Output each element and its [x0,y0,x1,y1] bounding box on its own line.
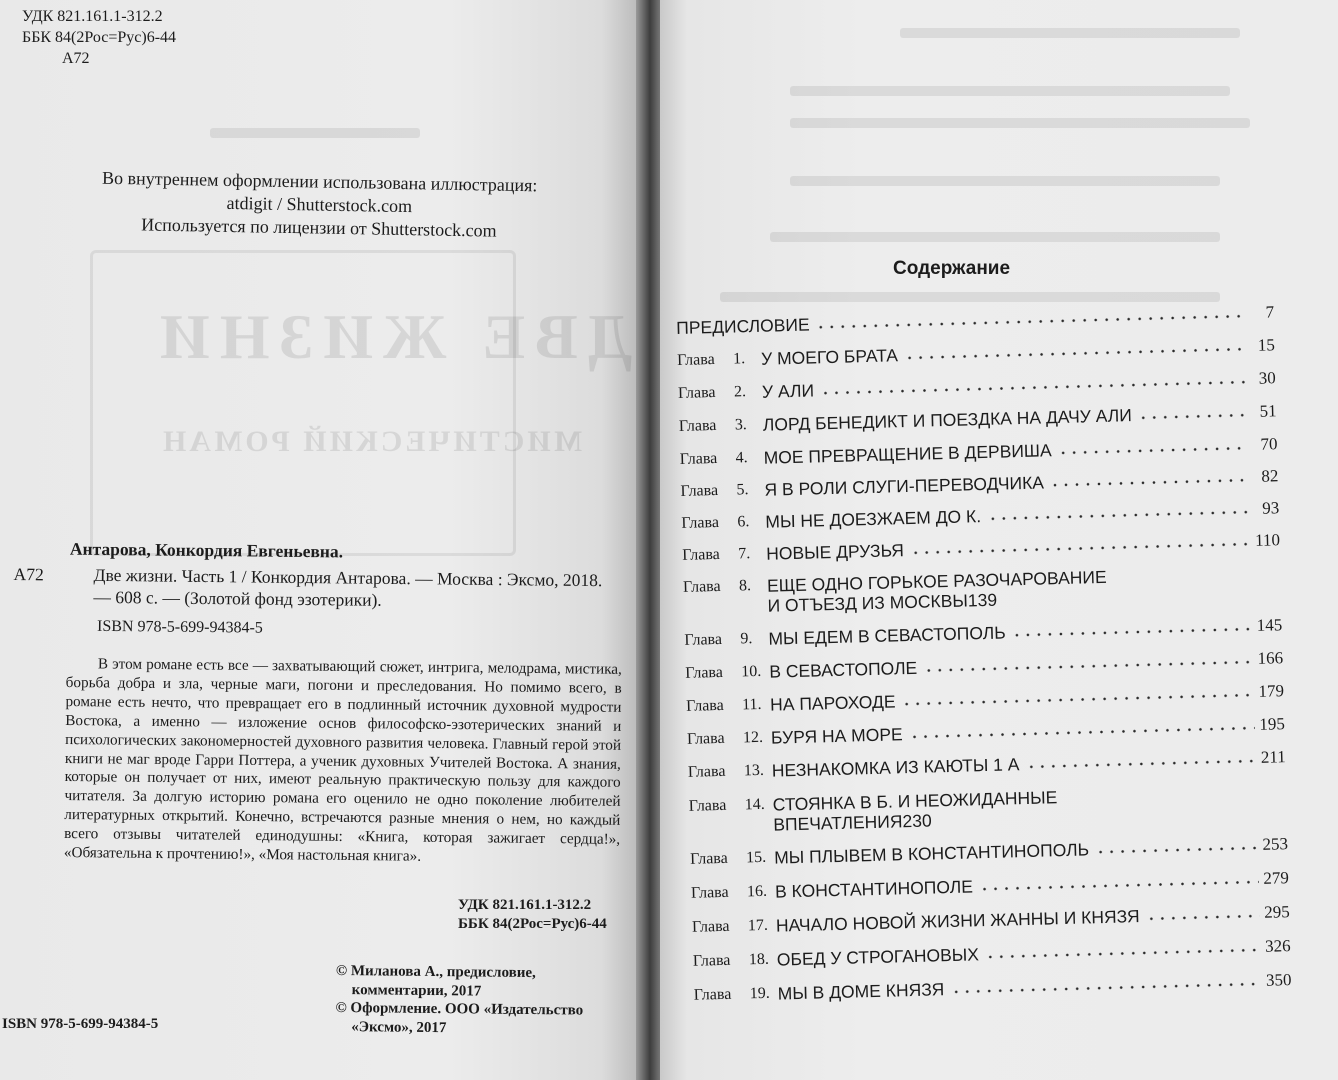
toc-entry-title: ЕЩЕ ОДНО ГОРЬКОЕ РАЗОЧАРОВАНИЕ [766,566,1107,596]
illustration-line-1: Во внутреннем оформлении использована иллюстрация: [101,167,538,196]
toc-entry-label: Глава [689,849,728,868]
toc-entry [686,681,1284,717]
udk-block [22,6,176,69]
toc-entry-page: 350 [1265,970,1292,990]
toc-entry-number: 5. [736,481,749,499]
toc-entry-page: 253 [1262,834,1289,854]
toc-leader-dots [910,542,1250,555]
toc-entry-page: 326 [1264,936,1291,956]
toc-entry-title: БУРЯ НА МОРЕ [770,724,903,748]
toc-entry-label: Глава [677,383,716,402]
toc-entry-number: 13. [743,761,765,780]
toc-leader-dots [1025,759,1255,769]
toc-title: Содержание [893,258,1011,279]
author-name: Антарова, Конкордия Евгеньевна. [69,538,344,562]
toc-entry-title: ОБЕД У СТРОГАНОВЫХ [776,944,980,970]
toc-entry-title: У МОЕГО БРАТА [760,345,899,369]
toc-entry-title: ПРЕДИСЛОВИЕ [676,314,810,338]
toc-entry-number: 14. [744,795,765,814]
toc-entry [693,936,1291,972]
toc-entry-title: ЛОРД БЕНЕДИКТ И ПОЕЗДКА НА ДАЧУ АЛИ [762,405,1133,435]
toc-entry-number: 8. [738,577,752,595]
toc-entry-title: СТОЯНКА В Б. И НЕОЖИДАННЫЕ [772,787,1058,815]
toc-leader-dots [1012,627,1253,637]
illustration-line-3: Используется по лицензии от Shutterstock.com [141,214,497,241]
copyright-line-2: © Оформление. ООО «Издательство [335,999,584,1019]
toc-entry-label: Глава [681,513,720,532]
toc-entry [679,401,1277,437]
toc-entry-title: У АЛИ [761,380,815,402]
toc-entry-label: Глава [691,917,730,936]
copyright-line-1b: комментарии, 2017 [351,981,482,1000]
toc-entry-title-cont: ВПЕЧАТЛЕНИЯ [773,811,903,835]
toc-entry-title: В КОНСТАНТИНОПОЛЕ [774,876,974,902]
toc-entry [678,368,1276,404]
bleed-through-line [770,232,1220,242]
toc-entry [677,335,1275,371]
toc-entry [682,530,1280,566]
toc-entry [685,648,1283,684]
toc-leader-dots [979,880,1259,891]
left-page [0,0,640,1080]
bleed-through-title: ДВЕ ЖИЗНИ [150,301,632,372]
toc-leader-dots [816,314,1245,329]
toc-entry-page: 93 [1261,498,1280,518]
toc-entry-label: Глава [685,696,724,715]
toc-entry-label: Глава [688,796,727,815]
toc-entry-page: 30 [1258,368,1277,388]
toc-entry-number: 6. [737,513,750,531]
toc-leader-dots [1050,478,1249,487]
toc-entry [689,781,1288,837]
toc-entry [687,714,1285,750]
bleed-through-line [790,118,1250,128]
bleed-through-line [790,176,1220,186]
toc-entry-page: 211 [1260,747,1286,767]
bleed-through-line [790,86,1230,96]
copyright-line-2b: «Эксмо», 2017 [351,1018,447,1036]
author-mark: А72 [62,50,90,67]
toc-entry-number: 12. [742,728,764,747]
bbk-bold: ББК 84(2Рос=Рус)6-44 [458,916,607,932]
toc-entry-label: Глава [687,762,726,781]
bleed-through-line [900,28,1240,38]
annotation-text: В этом романе есть все — захватывающий сюжет, интрига, мелодрама, мистика, борьба добра и зла, черные маги, погони и преследования. Но помимо всего, в романе есть нечто, что превращает его в подлинный источник духовной мудрости Востока, а именно — изложение основ философско-эзотерических знаний и психологических закономерностей духовного развития человека. Главный герой этой книги не маг вроде Гарри Поттера, а ученик духовных Учителей Востока. А знания, которые он получает от них, имеют реальную практическую пользу для каждого читателя. За долгую историю романа его оценило не одно поколение любителей литературных открытий. Конечно, встречаются разные мнения о нем, но каждый всего отзывы читателей единодушны: «Книга, которая зажигает сердца!», «Обязательна к прочтению!», «Моя настольная книга». [63,655,622,865]
toc-entry-title: НАЧАЛО НОВОЙ ЖИЗНИ ЖАННЫ И КНЯЗЯ [775,906,1140,936]
toc-leader-dots [904,347,1245,360]
copyright-line-1: © Миланова А., предисловие, [335,962,536,982]
toc-entry-title: В СЕВАСТОПОЛЕ [769,657,918,682]
toc-entry-label: Глава [679,449,718,468]
toc-entry [679,434,1277,470]
toc-entry-title-cont: И ОТЪЕЗД ИЗ МОСКВЫ [767,590,969,616]
toc-entry-number: 3. [734,416,748,434]
toc-entry-page: 82 [1261,466,1279,486]
toc-entry [680,466,1278,502]
toc-entry-title: МЫ ПЛЫВЕМ В КОНСТАНТИНОПОЛЬ [773,839,1090,868]
table-of-contents [676,302,1292,1005]
toc-entry-number: 1. [732,350,746,368]
toc-entry-title: МОЕ ПРЕВРАЩЕНИЕ В ДЕРВИША [763,440,1052,468]
illustration-note [59,166,580,244]
illustration-line-2: atdigit / Shutterstock.com [226,192,413,217]
toc-entry [681,498,1279,534]
toc-entry [692,902,1290,938]
udk-bold: УДК 821.161.1-312.2 [458,897,592,913]
toc-entry-title: МЫ ЕДЕМ В СЕВАСТОПОЛЬ [768,622,1006,649]
toc-entry-page: 139 [967,589,998,611]
classification-bold [458,896,607,934]
toc-entry-label: Глава [692,951,731,970]
toc-entry-page: 145 [1256,615,1283,635]
bleed-through-frame [90,250,516,556]
toc-entry-page: 295 [1264,902,1290,922]
biblio-description: Две жизни. Часть 1 / Конкордия Антарова. — Москва : Эксмо, 2018. — 608 с. — (Золотой фонд эзотерики). [93,564,603,610]
toc-entry-label: Глава [681,545,721,564]
toc-entry-number: 17. [747,916,769,935]
toc-entry-label: Глава [693,985,732,1004]
toc-entry-title: МЫ НЕ ДОЕЗЖАЕМ ДО К. [765,506,982,532]
toc-entry-label: Глава [680,481,719,500]
toc-leader-dots [902,693,1255,706]
isbn-bottom: ISBN 978-5-699-94384-5 [2,1016,159,1032]
toc-leader-dots [1095,846,1258,854]
toc-entry-number: 2. [733,383,747,401]
biblio-code: А72 [13,563,44,585]
toc-leader-dots [909,726,1255,739]
bleed-through-subtitle: МИСТИЧЕСКИЙ РОМАН [160,425,583,458]
toc-leader-dots [1138,413,1247,420]
toc-entry-title: НА ПАРОХОДЕ [769,691,896,715]
udk-code: УДК 821.161.1-312.2 [22,8,163,25]
toc-entry-number: 4. [735,449,748,467]
toc-entry-page: 110 [1254,530,1281,550]
toc-entry-page: 166 [1257,648,1284,668]
toc-entry-page: 195 [1259,714,1286,734]
toc-entry-number: 19. [749,984,770,1003]
toc-entry-title: НЕЗНАКОМКА ИЗ КАЮТЫ 1 А [771,754,1020,781]
toc-leader-dots [985,948,1261,959]
isbn: ISBN 978-5-699-94384-5 [96,617,263,637]
toc-entry-number: 16. [746,882,768,901]
toc-entry-label: Глава [685,663,724,682]
copyright-block [335,962,636,1039]
toc-entry-title: НОВЫЕ ДРУЗЬЯ [765,540,905,564]
toc-entry-label: Глава [678,416,717,435]
toc-entry-title: МЫ В ДОМЕ КНЯЗЯ [777,979,945,1004]
bleed-through-line [210,128,420,138]
toc-entry-number: 18. [748,950,770,969]
toc-entry [684,615,1282,651]
bibliographic-record [13,538,624,641]
toc-entry-page: 7 [1265,302,1275,322]
toc-leader-dots [1058,446,1248,455]
toc-entry [691,868,1289,904]
toc-entry-number: 11. [741,695,762,714]
toc-entry-page: 279 [1263,868,1290,888]
toc-entry [683,562,1282,618]
toc-entry-number: 7. [737,545,751,563]
toc-entry-label: Глава [676,351,715,369]
toc-entry [688,747,1286,783]
bbk-code: ББК 84(2Рос=Рус)6-44 [22,29,177,46]
toc-leader-dots [987,510,1249,521]
toc-entry-number: 9. [740,630,753,648]
toc-entry [690,834,1288,870]
toc-entry-label: Глава [690,883,729,902]
toc-entry-label: Глава [686,729,725,748]
toc-entry-number: 10. [741,662,762,681]
toc-entry-title: Я В РОЛИ СЛУГИ-ПЕРЕВОДЧИКА [764,472,1045,500]
toc-entry-page: 230 [902,810,932,832]
toc-entry-label: Глава [682,577,721,596]
toc-entry-label: Глава [684,630,723,649]
bleed-through-line [720,292,1220,302]
toc-entry-page: 51 [1259,401,1277,421]
toc-entry-page: 15 [1257,335,1276,355]
toc-leader-dots [923,660,1253,673]
toc-entry-number: 15. [745,848,767,867]
toc-entry-page: 70 [1260,434,1278,454]
toc-leader-dots [1146,914,1260,921]
toc-leader-dots [820,380,1246,395]
toc-entry-page: 179 [1258,681,1285,701]
